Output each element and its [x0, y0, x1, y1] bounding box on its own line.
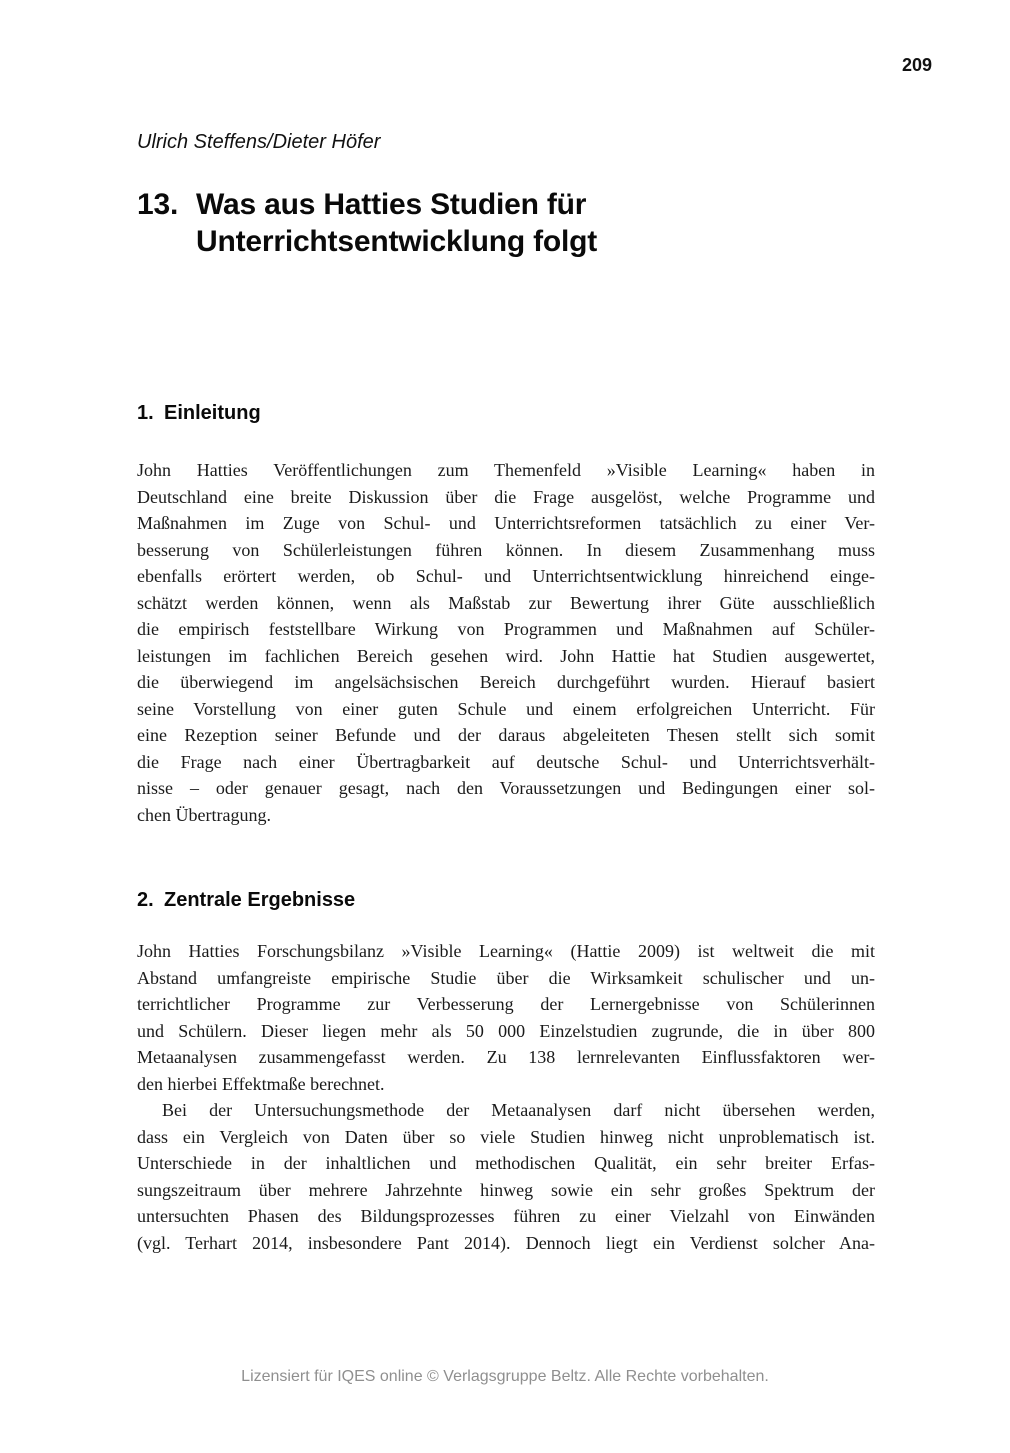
text-line: die empirisch feststellbare Wirkung von Programmen und Maßnahmen auf Schüler-: [137, 619, 875, 639]
chapter-title: [137, 186, 597, 260]
chapter-number: 13.: [137, 188, 179, 221]
paragraph: [137, 457, 875, 828]
chapter-title-text: [196, 186, 597, 260]
text-line: ebenfalls erörtert werden, ob Schul- und Unterrichtsentwicklung hinreichend einge-: [137, 566, 875, 586]
text-line: leistungen im fachlichen Bereich gesehen wird. John Hattie hat Studien ausgewertet,: [137, 645, 875, 666]
paragraph: [137, 938, 875, 1097]
text-line: und Schülern. Dieser liegen mehr als 50 000 Einzelstudien zugrunde, die in über 800: [137, 1020, 875, 1041]
text-line: schätzt werden können, wenn als Maßstab zur Bewertung ihrer Güte ausschließlich: [137, 592, 875, 613]
section-body: [137, 938, 875, 1256]
text-line: eine Rezeption seiner Befunde und der daraus abgeleiteten Thesen stellt sich somit: [137, 725, 875, 745]
text-line: untersuchten Phasen des Bildungsprozesses führen zu einer Vielzahl von Einwänden: [137, 1206, 875, 1226]
section-number: 2.: [137, 889, 154, 911]
license-footer: Lizensiert für IQES online © Verlagsgruppe Beltz. Alle Rechte vorbehalten.: [241, 1368, 769, 1385]
text-line: dass ein Vergleich von Daten über so viele Studien hinweg nicht unproblematisch ist.: [137, 1126, 875, 1147]
text-line: (vgl. Terhart 2014, insbesondere Pant 2014). Dennoch liegt ein Verdienst solcher Ana-: [137, 1232, 875, 1253]
text-line: den hierbei Effektmaße berechnet.: [137, 1073, 385, 1094]
section-heading: [137, 888, 875, 912]
section-heading-label: Zentrale Ergebnisse: [164, 889, 356, 911]
paragraph: [137, 1097, 875, 1256]
section-body: [137, 457, 875, 828]
text-line: seine Vorstellung von einer guten Schule und einem erfolgreichen Unterricht. Für: [137, 698, 875, 719]
section-einleitung: [137, 401, 875, 828]
text-line: Unterschiede in der inhaltlichen und methodischen Qualität, ein sehr breiter Erfas-: [137, 1153, 875, 1173]
text-line: Deutschland eine breite Diskussion über die Frage ausgelöst, welche Programme und: [137, 486, 875, 507]
text-line: die Frage nach einer Übertragbarkeit auf deutsche Schul- und Unterrichtsverhält-: [137, 751, 875, 772]
chapter-title-line: Was aus Hatties Studien für: [196, 188, 587, 221]
text-line: terrichtlicher Programme zur Verbesserung der Lernergebnisse von Schülerinnen: [137, 994, 875, 1014]
text-line: die überwiegend im angelsächsischen Bereich durchgeführt wurden. Hierauf basiert: [137, 672, 875, 692]
section-number: 1.: [137, 402, 154, 424]
text-line: sungszeitraum über mehrere Jahrzehnte hinweg sowie ein sehr großes Spektrum der: [137, 1179, 875, 1200]
section-heading-label: Einleitung: [164, 402, 261, 424]
chapter-title-line: Unterrichtsentwicklung folgt: [196, 225, 598, 258]
text-line: nisse – oder genauer gesagt, nach den Voraussetzungen und Bedingungen einer sol-: [137, 778, 875, 798]
text-line: John Hatties Veröffentlichungen zum Themenfeld »Visible Learning« haben in: [137, 460, 875, 480]
text-line: Abstand umfangreiste empirische Studie über die Wirksamkeit schulischer und un-: [137, 967, 875, 988]
text-line: Maßnahmen im Zuge von Schul- und Unterrichtsreformen tatsächlich zu einer Ver-: [137, 513, 875, 533]
author-line: Ulrich Steffens/Dieter Höfer: [137, 131, 381, 153]
section-heading: [137, 401, 875, 425]
text-line: chen Übertragung.: [137, 804, 271, 825]
section-zentrale-ergebnisse: [137, 888, 875, 1256]
page-number: 209: [901, 55, 932, 75]
text-line: Bei der Untersuchungsmethode der Metaanalysen darf nicht übersehen werden,: [162, 1100, 875, 1120]
text-line: John Hatties Forschungsbilanz »Visible Learning« (Hattie 2009) ist weltweit die mit: [137, 941, 875, 961]
text-line: Metaanalysen zusammengefasst werden. Zu 138 lernrelevanten Einflussfaktoren wer-: [137, 1047, 875, 1067]
text-line: besserung von Schülerleistungen führen können. In diesem Zusammenhang muss: [137, 539, 875, 560]
